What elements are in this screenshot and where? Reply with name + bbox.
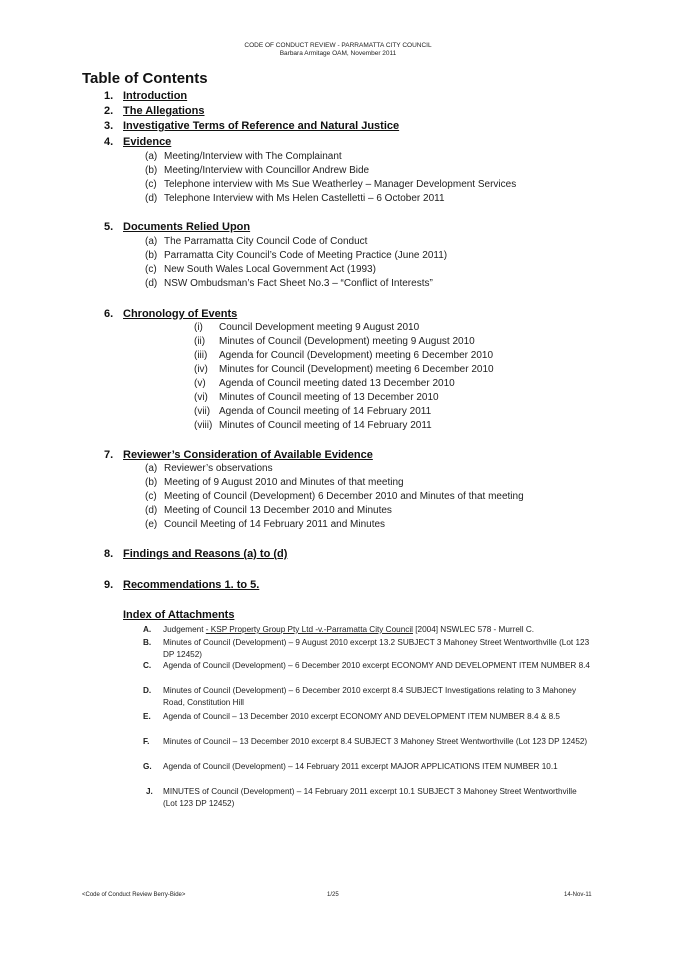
section-number: 8. xyxy=(104,548,114,560)
section-number: 6. xyxy=(104,308,114,320)
attachment-item: D. Minutes of Council (Development) – 6 December 2010 excerpt 8.4 SUBJECT Investigations relating to 3 Mahoney Road, Constitution Hill xyxy=(143,686,577,707)
section-label: Introduction xyxy=(123,90,188,102)
section-number: 3. xyxy=(104,120,114,132)
section-label: Investigative Terms of Reference and Natural Justice xyxy=(123,120,400,132)
chronology-item: (vi) Minutes of Council meeting of 13 December 2010 xyxy=(194,392,439,403)
page-number: 1/25 xyxy=(327,892,339,898)
consideration-item: (b) Meeting of 9 August 2010 and Minutes of that meeting xyxy=(145,477,404,488)
section-label: Reviewer’s Consideration of Available Evidence xyxy=(123,449,373,461)
toc-section-2[interactable] xyxy=(104,104,205,118)
evidence-item: (b) Meeting/Interview with Councillor Andrew Bide xyxy=(145,165,370,176)
attachment-link[interactable]: - KSP Property Group Pty Ltd -v.-Parramatta City Council xyxy=(205,625,413,634)
section-number: 4. xyxy=(104,136,114,148)
section-label: The Allegations xyxy=(123,105,205,117)
header-line-2: Barbara Armitage OAM, November 2011 xyxy=(279,50,397,57)
document-item: (c) New South Wales Local Government Act (1993) xyxy=(145,264,376,275)
section-label: Documents Relied Upon xyxy=(123,221,251,233)
toc-section-1[interactable] xyxy=(104,89,187,103)
toc-section-4[interactable] xyxy=(104,135,171,149)
document-item: (d) NSW Ombudsman’s Fact Sheet No.3 – “Conflict of Interests” xyxy=(145,278,433,289)
consideration-item: (e) Council Meeting of 14 February 2011 and Minutes xyxy=(145,519,386,530)
toc-section-5[interactable] xyxy=(104,220,250,234)
section-number: 5. xyxy=(104,221,114,233)
footer-date: 14-Nov-11 xyxy=(564,892,592,898)
consideration-item: (c) Meeting of Council (Development) 6 December 2010 and Minutes of that meeting xyxy=(145,491,524,502)
section-label: Findings and Reasons (a) to (d) xyxy=(123,548,288,560)
section-label: Recommendations 1. to 5. xyxy=(123,579,260,591)
section-number: 1. xyxy=(104,90,114,102)
chronology-item: (vii) Agenda of Council meeting of 14 February 2011 xyxy=(194,406,432,417)
evidence-item: (d) Telephone Interview with Ms Helen Castelletti – 6 October 2011 xyxy=(145,193,445,204)
footer-left: <Code of Conduct Review Berry-Bide> xyxy=(82,892,186,898)
section-number: 7. xyxy=(104,449,114,461)
chronology-item: (iii) Agenda for Council (Development) meeting 6 December 2010 xyxy=(194,350,494,361)
attachment-item: G. Agenda of Council (Development) – 14 February 2011 excerpt MAJOR APPLICATIONS ITEM NUMBER 10.1 xyxy=(143,762,558,771)
chronology-item: (ii) Minutes of Council (Development) meeting 9 August 2010 xyxy=(194,336,475,347)
section-label: Chronology of Events xyxy=(123,308,238,320)
attachment-item: A. Judgement - KSP Property Group Pty Ltd -v.-Parramatta City Council [2004] NSWLEC 578 - Murrell C. xyxy=(143,625,535,634)
chronology-item: (viii) Minutes of Council meeting of 14 February 2011 xyxy=(194,420,432,431)
attachment-item: C. Agenda of Council (Development) – 6 December 2010 excerpt ECONOMY AND DEVELOPMENT ITEM NUMBER 8.4 xyxy=(143,661,590,670)
section-number: 9. xyxy=(104,579,114,591)
attachment-item: J. MINUTES of Council (Development) – 14 February 2011 excerpt 10.1 SUBJECT 3 Mahoney Street Wentworthville (Lot 123 DP 12452) xyxy=(146,787,577,808)
toc-section-3[interactable] xyxy=(104,119,399,133)
consideration-item: (d) Meeting of Council 13 December 2010 and Minutes xyxy=(145,505,392,516)
evidence-item: (c) Telephone interview with Ms Sue Weatherley – Manager Development Services xyxy=(145,179,517,190)
toc-section-9[interactable] xyxy=(104,578,259,592)
chronology-item: (v) Agenda of Council meeting dated 13 December 2010 xyxy=(194,378,455,389)
document-item: (a) The Parramatta City Council Code of Conduct xyxy=(145,236,368,247)
chronology-item: (i) Council Development meeting 9 August 2010 xyxy=(194,322,420,333)
page-title: Table of Contents xyxy=(82,70,208,87)
toc-section-7[interactable] xyxy=(104,448,373,462)
chronology-item: (iv) Minutes for Council (Development) meeting 6 December 2010 xyxy=(194,364,494,375)
toc-section-8[interactable] xyxy=(104,547,287,561)
evidence-item: (a) Meeting/Interview with The Complainant xyxy=(145,151,342,162)
toc-section-6[interactable] xyxy=(104,307,237,321)
attachment-item: E. Agenda of Council – 13 December 2010 excerpt ECONOMY AND DEVELOPMENT ITEM NUMBER 8.4 & 8.5 xyxy=(143,712,560,721)
index-title: Index of Attachments xyxy=(123,609,235,621)
page-header xyxy=(0,42,676,58)
header-line-1: CODE OF CONDUCT REVIEW - PARRAMATTA CITY COUNCIL xyxy=(244,42,432,49)
consideration-item: (a) Reviewer’s observations xyxy=(145,463,273,474)
section-label: Evidence xyxy=(123,136,172,148)
section-number: 2. xyxy=(104,105,114,117)
attachment-item: B. Minutes of Council (Development) – 9 August 2010 excerpt 13.2 SUBJECT 3 Mahoney Street Wentworthville (Lot 123 DP 12452) xyxy=(143,638,590,659)
attachment-item: F. Minutes of Council – 13 December 2010 excerpt 8.4 SUBJECT 3 Mahoney Street Wentworthville (Lot 123 DP 12452) xyxy=(143,737,588,746)
document-item: (b) Parramatta City Council’s Code of Meeting Practice (June 2011) xyxy=(145,250,448,261)
